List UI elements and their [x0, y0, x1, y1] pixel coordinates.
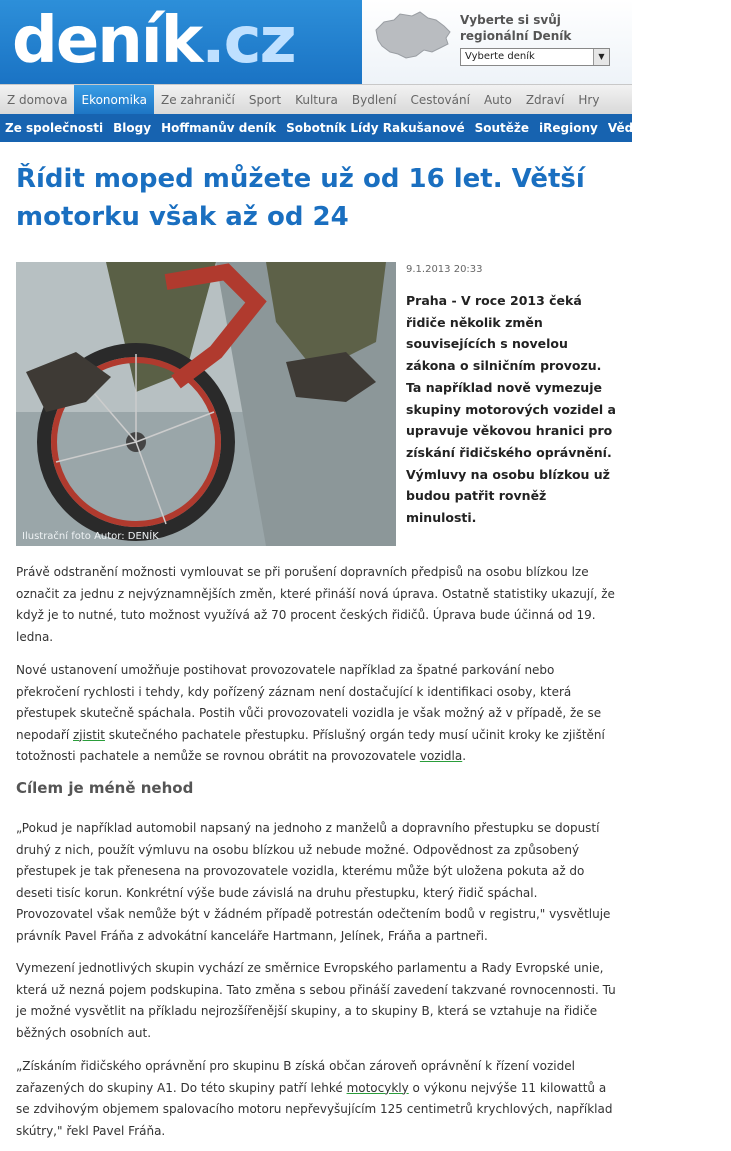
article-title: Řídit moped můžete už od 16 let. Větší motorku však až od 24 [16, 164, 585, 232]
paragraph-text: . [462, 749, 467, 764]
paragraph-text: Nové ustanovení umožňuje postihovat provozovatele například za špatné parkování nebo překročení rychlosti i tehdy, kdy pořízený záznam není dostačující k identifikaci osoby, která přestupek skutečně spáchala. Postih vůči provozovateli vozidla je však možný až v případě, že se nepodaří [16, 663, 602, 742]
nav-item-2[interactable]: Ze zahraničí [161, 93, 235, 107]
nav-item-5[interactable]: Bydlení [351, 93, 397, 107]
subnav-item-3[interactable]: Sobotník Lídy Rakušanové [286, 121, 465, 135]
article-date: 9.1.2013 20:33 [406, 264, 483, 275]
subnav-item-4[interactable]: Soutěže [474, 121, 530, 135]
article-paragraph-1: Právě odstranění možnosti vymlouvat se při porušení dopravních předpisů na osobu blízkou lze označit za jednu z nejvýznamnějších změn, které přináší nová úprava. Ostatně statistiky ukazují, že když je to nutné, tuto možnost využívá až 70 procent českých řidičů. Úprava bude účinná od 19. ledna. [16, 565, 615, 644]
article-paragraph-3: „Pokud je například automobil napsaný na jednoho z manželů a dopravního přestupku se dopustí druhý z nich, použít výmluvu na osobu blízkou už nebude možné. Odpovědnost za způsobený přestupek je tak přenesena na provozovatele vozidla, kterému může být uložena pokuta až do deseti tisíc korun. Konkrétní výše bude závislá na druhu přestupku, který řidič spáchal. Provozovatel však nemůže být v žádném případě potrestán odečtením bodů v registru," vysvětluje právník Pavel Fráňa z advokátní kanceláře Hartmann, Jelínek, Fráňa a partneři. [16, 821, 611, 943]
chevron-down-icon[interactable]: ▼ [593, 49, 609, 65]
article-lead: Praha - V roce 2013 čeká řidiče několik změn souvisejících s novelou zákona o silničním provozu. Ta například nově vymezuje skupiny motorových vozidel a upravuje věkovou hranici pro získání řidičského oprávnění. Výmluvy na osobu blízkou už budou patřit rovněž minulosti. [406, 293, 616, 526]
subnav-item-7[interactable]: Ti [713, 121, 726, 135]
site-logo[interactable] [0, 0, 362, 84]
logo-suffix: .cz [201, 4, 295, 78]
nav-item-9[interactable]: Hry [578, 93, 600, 107]
region-select[interactable] [460, 48, 610, 66]
moped-photo-image [16, 262, 396, 546]
paragraph-text: „Získáním řidičského oprávnění pro skupinu B získá občan zároveň oprávnění k řízení vozidel zařazených do skupiny A1. Do této skupiny patří lehké [16, 1059, 575, 1095]
site-header [0, 0, 632, 84]
nav-item-7[interactable]: Auto [483, 93, 512, 107]
article-paragraph-4: Vymezení jednotlivých skupin vychází ze směrnice Evropského parlamentu a Rady Evropské unie, která už nezná pojem podskupina. Tato změna s sebou přináší zavedení takzvané rovnocennosti. Tu je možné vysvětlit na příkladu nejrozšířenější skupiny, a to skupiny B, která se vztahuje na řidiče běžných osobních aut. [16, 961, 616, 1040]
article-paragraph-2 [16, 660, 616, 768]
article-photo[interactable] [16, 262, 396, 546]
czech-map-icon[interactable] [370, 8, 454, 64]
subnav-item-6[interactable]: Věda a vesmír [607, 121, 704, 135]
nav-item-6[interactable]: Cestování [410, 93, 470, 107]
nav-item-8[interactable]: Zdraví [525, 93, 565, 107]
nav-item-4[interactable]: Kultura [295, 93, 338, 107]
subnav-item-2[interactable]: Hoffmanův deník [161, 121, 277, 135]
nav-item-1[interactable]: Ekonomika [74, 85, 154, 115]
link-vozidla[interactable]: vozidla [419, 749, 463, 764]
article-subheading: Cílem je méně nehod [16, 779, 194, 797]
article-paragraph-5 [16, 1056, 616, 1142]
nav-item-3[interactable]: Sport [248, 93, 282, 107]
paragraph-text: o výkonu nejvýše 11 kilowattů a se zdvihovým objemem spalovacího motoru nepřevyšujícím 125 centimetrů krychlových, například skútry," řekl Pavel Fráňa. [16, 1080, 613, 1138]
region-title: Vyberte si svůj regionální Deník [460, 13, 572, 43]
primary-nav [0, 84, 632, 114]
region-picker [362, 0, 632, 84]
region-select-value: Vyberte deník [465, 51, 535, 62]
subnav-item-0[interactable]: Ze společnosti [5, 121, 104, 135]
paragraph-text: skutečného pachatele přestupku. Příslušný orgán tedy musí učinit kroky ke zjištění totožnosti pachatele a nemůže se rovnou obrátit na provozovatele [16, 727, 605, 764]
logo-text: deník [12, 4, 202, 78]
secondary-nav [0, 114, 726, 142]
nav-item-0[interactable]: Z domova [7, 93, 68, 107]
link-zjistit[interactable]: zjistit [73, 727, 105, 742]
subnav-item-5[interactable]: iRegiony [539, 121, 598, 135]
subnav-item-1[interactable]: Blogy [113, 121, 152, 135]
link-motocykly[interactable]: motocykly [346, 1080, 409, 1095]
photo-caption: Ilustrační foto Autor: DENÍK [22, 531, 159, 542]
